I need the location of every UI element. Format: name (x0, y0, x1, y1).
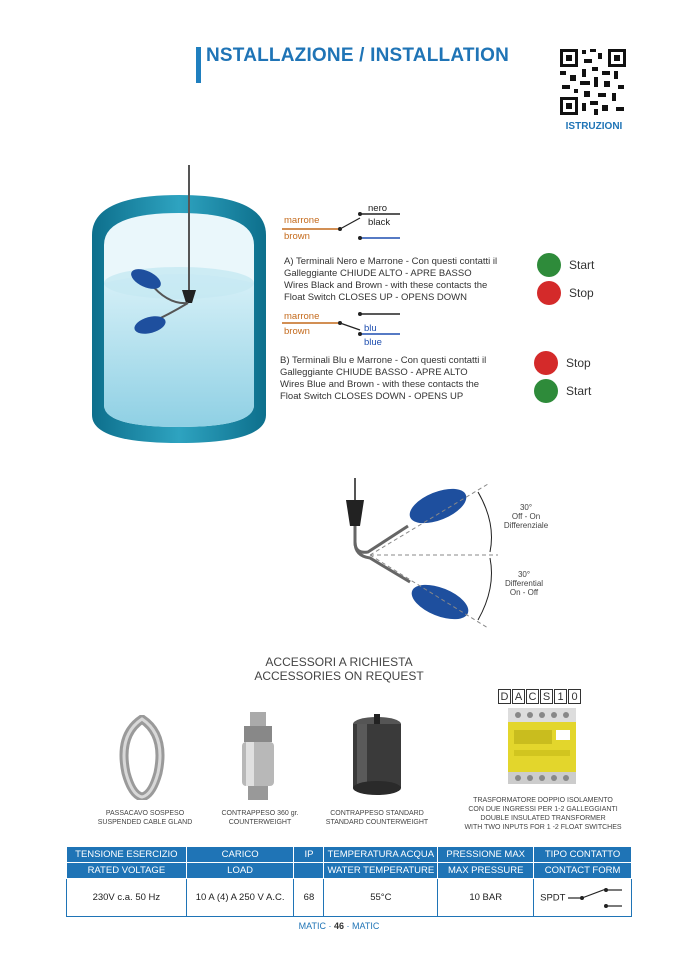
table-header: WATER TEMPERATURE (324, 863, 438, 879)
table-cell: 55°C (324, 879, 438, 917)
wire-label-black: black (368, 217, 391, 228)
title-accent-bar (196, 47, 201, 83)
angle-label-bottom: 30° Differential On - Off (504, 570, 544, 597)
diagram-a-description: A) Terminali Nero e Marrone - Con questi contatti il Galleggiante CHIUDE ALTO - APRE BASSO Wires Black and Brown - with these contacts the Float Switch CLOSES UP - OPENS DOWN (284, 256, 498, 303)
contact-form-label: SPDT (540, 892, 566, 903)
status-label-a2: Stop (569, 286, 594, 300)
accessory-caption-3: CONTRAPPESO STANDARD STANDARD COUNTERWEIGHT (325, 810, 429, 826)
table-header: LOAD (186, 863, 294, 879)
table-header-row-en (67, 863, 632, 879)
wire-label-blue: blue (364, 337, 382, 348)
diagram-b-description: B) Terminali Blu e Marrone - Con questi contatti il Galleggiante CHIUDE BASSO - APRE ALTO Wires Blue and Brown - with these contacts the Float Switch CLOSES DOWN - OPENS UP (280, 355, 487, 402)
transformer-image (508, 708, 576, 784)
table-header: CONTACT FORM (534, 863, 632, 879)
accessory-caption-1: PASSACAVO SOSPESO SUSPENDED CABLE GLAND (97, 810, 193, 826)
wire-label-brown-b: brown (284, 326, 310, 337)
wire-label-nero: nero (368, 203, 388, 214)
table-header: RATED VOLTAGE (67, 863, 187, 879)
page-title: NSTALLAZIONE / INSTALLATION (206, 45, 510, 66)
table-cell: 10 A (4) A 250 V A.C. (186, 879, 294, 917)
table-header-row-it (67, 847, 632, 863)
wire-label-marrone-b: marrone (284, 311, 320, 322)
model-code-boxes: D A C S 1 0 (498, 689, 581, 704)
table-cell: 68 (294, 879, 324, 917)
qr-code-icon[interactable] (558, 47, 628, 117)
page-number: 46 (333, 921, 344, 931)
table-row (67, 879, 632, 917)
start-indicator-a (535, 251, 563, 279)
stop-indicator-a (535, 279, 563, 307)
status-label-a1: Start (569, 258, 595, 272)
wire-label-blu: blu (364, 323, 377, 334)
specification-table (66, 846, 632, 917)
table-header (294, 863, 324, 879)
table-header: TEMPERATURA ACQUA (324, 847, 438, 863)
stop-indicator-b (532, 349, 560, 377)
contact-form-cell (534, 879, 632, 917)
table-cell: 10 BAR (438, 879, 534, 917)
page-footer: MATIC · 46 · MATIC (298, 921, 380, 931)
float-angle-diagram (338, 478, 508, 638)
table-header: TIPO CONTATTO (534, 847, 632, 863)
table-header: TENSIONE ESERCIZIO (67, 847, 187, 863)
counterweight-360-image (236, 712, 280, 804)
angle-label-top: 30° Off - On Differenziale (503, 503, 549, 530)
table-header: IP (294, 847, 324, 863)
table-cell: 230V c.a. 50 Hz (67, 879, 187, 917)
status-label-b2: Start (566, 384, 592, 398)
start-indicator-b (532, 377, 560, 405)
table-header: CARICO (186, 847, 294, 863)
spdt-switch-icon (568, 885, 622, 911)
table-header: PRESSIONE MAX (438, 847, 534, 863)
status-label-b1: Stop (566, 356, 591, 370)
cable-gland-image (112, 715, 172, 800)
accessory-caption-2: CONTRAPPESO 360 gr. COUNTERWEIGHT (221, 810, 299, 826)
counterweight-standard-image (347, 712, 407, 802)
wire-label-marrone: marrone (284, 215, 320, 226)
qr-label: ISTRUZIONI (565, 121, 623, 132)
table-header: MAX PRESSURE (438, 863, 534, 879)
accessories-heading: ACCESSORI A RICHIESTA ACCESSORIES ON REQUEST (254, 655, 424, 683)
tank-illustration (88, 165, 270, 447)
wire-label-brown: brown (284, 231, 310, 242)
accessory-caption-4: TRASFORMATORE DOPPIO ISOLAMENTO CON DUE INGRESSI PER 1-2 GALLEGGIANTI DOUBLE INSULATED TRANSFORMER WITH TWO INPUTS FOR 1 -2 FLOAT SWITCHES (464, 797, 622, 831)
